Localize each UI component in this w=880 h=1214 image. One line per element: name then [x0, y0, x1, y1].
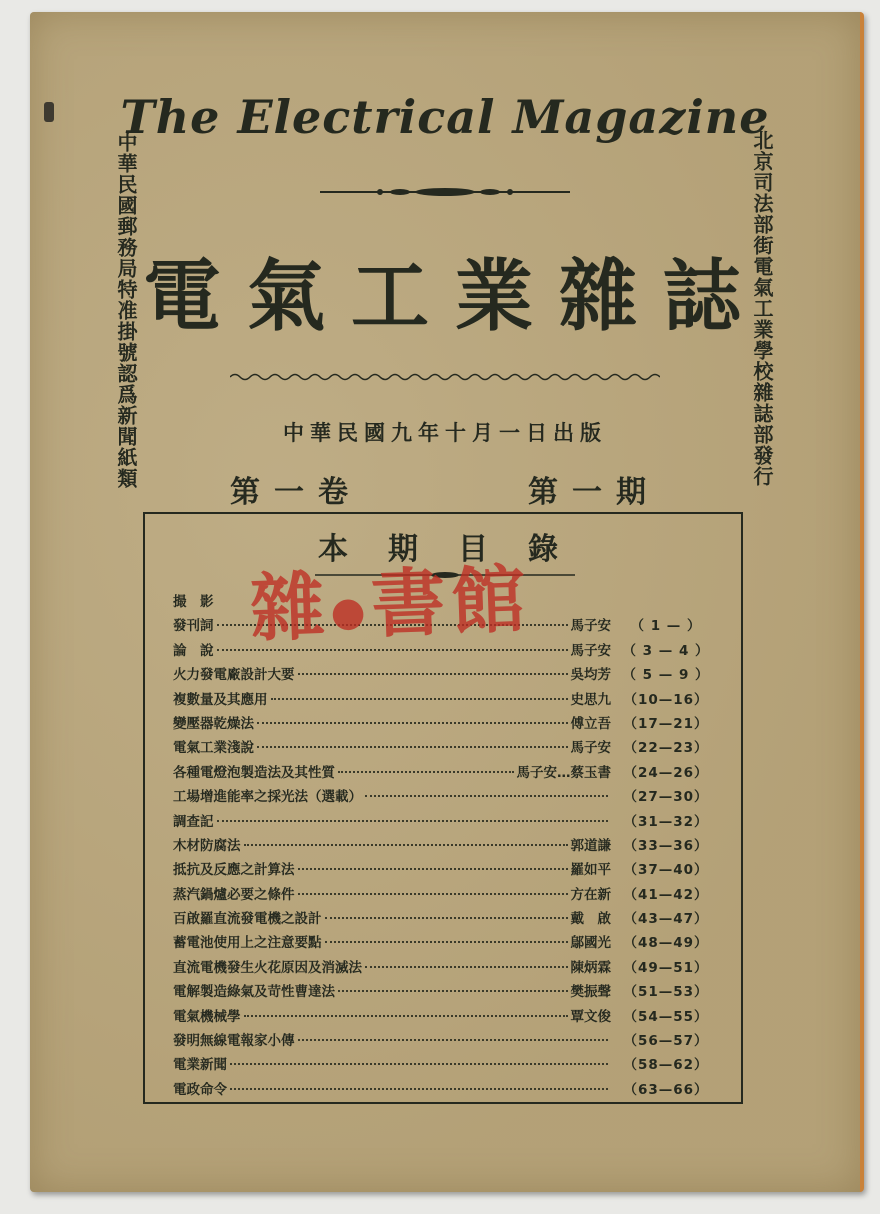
toc-item-pages: （ 5 — 9 ）	[622, 667, 710, 684]
toc-item-title: 抵抗及反應之計算法	[173, 862, 295, 879]
volume-issue	[230, 467, 660, 511]
toc-item-title: 發刊詞	[173, 618, 214, 635]
toc-row	[173, 688, 721, 712]
toc-item-pages: （ 1 — ）	[630, 618, 702, 635]
toc-item-pages: （58—62）	[623, 1057, 709, 1074]
volume-label: 第一卷	[230, 475, 362, 510]
toc-heading: 本期目錄	[318, 532, 598, 567]
toc-item-author: 羅如平	[570, 862, 611, 879]
toc-item-pages: （10—16）	[623, 691, 709, 708]
toc-row	[173, 1078, 721, 1102]
toc-item-author: 方在新	[570, 886, 611, 903]
toc-item-title: 電氣機械學	[173, 1008, 241, 1025]
toc-item-pages: （51—53）	[623, 984, 709, 1001]
toc-row	[173, 931, 721, 955]
toc-row	[173, 1053, 721, 1077]
toc-item-author: 吳均芳	[570, 667, 611, 684]
toc-item-author: 史思九	[570, 691, 611, 708]
stamp-char: 雜	[248, 563, 332, 653]
toc-leader-dots	[298, 868, 568, 870]
toc-leader-dots	[325, 941, 568, 943]
toc-item-title: 發明無線電報家小傳	[173, 1033, 295, 1050]
english-title: The Electrical Magazine	[120, 90, 770, 144]
toc-item-author: 鄔國光	[570, 935, 611, 952]
toc-item-author: 馬子安	[570, 642, 611, 659]
toc-row	[173, 712, 721, 736]
toc-row	[173, 1029, 721, 1053]
toc-row	[173, 834, 721, 858]
ornament-divider	[320, 184, 570, 200]
toc-item-author: 馬子安	[570, 618, 611, 635]
toc-item-pages: （41—42）	[623, 886, 709, 903]
toc-item-pages: （27—30）	[623, 789, 709, 806]
toc-item-pages: （ 3 — 4 ）	[622, 642, 710, 659]
toc-row	[173, 663, 721, 687]
toc-item-author: 樊振聲	[570, 984, 611, 1001]
toc-item-title: 火力發電廠設計大要	[173, 667, 295, 684]
toc-item-pages: （17—21）	[623, 715, 709, 732]
wavy-divider	[230, 372, 660, 382]
toc-item-pages: （43—47）	[623, 911, 709, 928]
toc-leader-dots	[217, 820, 609, 822]
stamp-dot: ●	[329, 587, 373, 636]
toc-leader-dots	[298, 893, 568, 895]
toc-leader-dots	[338, 990, 568, 992]
publisher-note: 北京司法部街電氣工業學校雜誌部發行	[750, 130, 774, 487]
toc-item-author: 傅立吾	[570, 715, 611, 732]
toc-item-author: 郭道謙	[570, 837, 611, 854]
toc-item-title: 電業新聞	[173, 1057, 227, 1074]
toc-item-title: 蒸汽鍋爐必要之條件	[173, 886, 295, 903]
publication-date: 中華民國九年十月一日出版	[283, 421, 607, 445]
toc-leader-dots	[230, 1088, 608, 1090]
toc-row	[173, 785, 721, 809]
toc-item-pages: （48—49）	[623, 935, 709, 952]
toc-item-title: 木材防腐法	[173, 837, 241, 854]
toc-row	[173, 1005, 721, 1029]
library-stamp	[248, 539, 571, 653]
toc-item-title: 工場增進能率之採光法（選載）	[173, 789, 362, 806]
toc-leader-dots	[244, 1015, 568, 1017]
toc-item-pages: （24—26）	[623, 764, 709, 781]
postal-registration-note: 中華民國郵務局特准掛號認爲新聞紙類	[114, 132, 138, 489]
toc-row	[173, 810, 721, 834]
toc-item-pages: （63—66）	[623, 1081, 709, 1098]
toc-item-author: 馬子安…蔡玉書	[516, 764, 611, 781]
toc-item-pages: （49—51）	[623, 959, 709, 976]
toc-row	[173, 883, 721, 907]
toc-item-title: 變壓器乾燥法	[173, 715, 254, 732]
toc-item-pages: （33—36）	[623, 837, 709, 854]
toc-item-author: 覃文俊	[570, 1008, 611, 1025]
toc-item-title: 各種電燈泡製造法及其性質	[173, 764, 335, 781]
toc-item-title: 電解製造綠氣及苛性曹達法	[173, 984, 335, 1001]
toc-item-title: 撮 影	[173, 594, 214, 610]
toc-item-pages: （22—23）	[623, 740, 709, 757]
toc-leader-dots	[244, 844, 568, 846]
toc-row	[173, 907, 721, 931]
issue-label: 第一期	[528, 475, 660, 510]
chinese-title: 電氣工業雜誌	[142, 252, 767, 342]
stamp-text: 書館	[369, 556, 533, 649]
toc-leader-dots	[257, 746, 568, 748]
toc-row	[173, 736, 721, 760]
toc-item-title: 調查記	[173, 813, 214, 830]
toc-item-author: 馬子安	[570, 740, 611, 757]
toc-item-pages: （56—57）	[623, 1033, 709, 1050]
toc-item-title: 電氣工業淺說	[173, 740, 254, 757]
toc-row	[173, 858, 721, 882]
toc-row	[173, 761, 721, 785]
toc-item-title: 電政命令	[173, 1081, 227, 1098]
toc-leader-dots	[298, 1039, 609, 1041]
toc-item-pages: （37—40）	[623, 862, 709, 879]
toc-leader-dots	[365, 966, 568, 968]
toc-item-pages: （31—32）	[623, 813, 709, 830]
toc-leader-dots	[271, 698, 568, 700]
toc-list	[173, 590, 721, 1102]
toc-item-title: 直流電機發生火花原因及消滅法	[173, 959, 362, 976]
toc-item-title: 蓄電池使用上之注意要點	[173, 935, 322, 952]
toc-row	[173, 980, 721, 1004]
toc-item-title: 百啟羅直流發電機之設計	[173, 911, 322, 928]
toc-item-author: 戴 啟	[570, 911, 611, 928]
toc-item-pages: （54—55）	[623, 1008, 709, 1025]
toc-item-title: 論 說	[173, 642, 214, 659]
toc-item-title: 複數量及其應用	[173, 691, 268, 708]
toc-leader-dots	[338, 771, 514, 773]
toc-row	[173, 956, 721, 980]
toc-leader-dots	[257, 722, 568, 724]
toc-leader-dots	[325, 917, 568, 919]
toc-leader-dots	[230, 1063, 608, 1065]
toc-leader-dots	[365, 795, 608, 797]
toc-leader-dots	[298, 673, 568, 675]
toc-item-author: 陳炳霖	[570, 959, 611, 976]
